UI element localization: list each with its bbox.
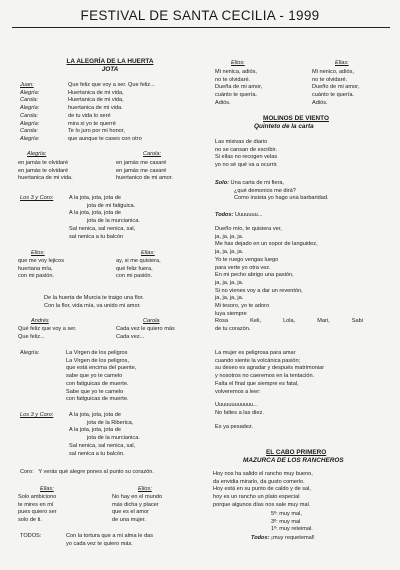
lyric-line: Cada vez le quiero más bbox=[116, 326, 175, 332]
name-sabi: Sabi bbox=[351, 318, 363, 325]
lyric-line: Hoy nos ha salido el rancho muy bueno, bbox=[213, 471, 313, 477]
duo-left-label: Alegría: bbox=[27, 151, 47, 157]
lyric-line: no te olvidaré. bbox=[312, 76, 348, 83]
lyric-line: de una mujer. bbox=[112, 517, 146, 524]
alegria-label: Alegría: bbox=[20, 350, 40, 356]
lyric-line: con fatiguicas de muerte. bbox=[66, 380, 129, 387]
lyric-line: en jamás me casaré bbox=[116, 160, 167, 166]
dialogue-line bbox=[20, 128, 155, 136]
lyric-line: ¡muy requetemal! bbox=[271, 535, 315, 541]
song-heading: LA ALEGRÍA DE LA HUERTA bbox=[66, 58, 154, 65]
speaker-label: Carola: bbox=[20, 97, 39, 104]
lyric-line: de tu vida lo seré bbox=[68, 112, 111, 119]
speaker-label: Alegría: bbox=[20, 120, 40, 127]
speaker-label: Juan: bbox=[20, 82, 34, 88]
lyric-line: volveremos a leer: bbox=[215, 388, 261, 395]
duo-left-label: Ellas: bbox=[40, 486, 54, 492]
lyric-line: y nosotros no caeremos en la tentación. bbox=[215, 373, 315, 380]
lyric-line: Que feliz que voy a ser. Que feliz... bbox=[68, 82, 155, 88]
duo-left-lines bbox=[215, 69, 262, 108]
lyric-line: no se cansan de escribir. bbox=[215, 146, 277, 153]
stanza bbox=[215, 226, 363, 334]
lyric-line: cuánto te quería. bbox=[215, 92, 257, 99]
lyric-line: A la jota, jota, jota de bbox=[69, 210, 121, 217]
lyric-line: ¿qué demonios me dirá? bbox=[234, 187, 296, 194]
lyric-line: que está encima del puente, bbox=[66, 365, 137, 372]
lyric-line: en jamás te olvidaré bbox=[18, 160, 69, 166]
lyric-line: su deseo es agradar y después matrimoniar bbox=[215, 365, 325, 372]
title-divider bbox=[12, 27, 390, 28]
lyric-line: A la jota, jota, jota de bbox=[69, 195, 121, 201]
lyric-line: Me has dejado en un sopor de languidez, bbox=[215, 241, 318, 248]
lyric-line: huertana mía, bbox=[18, 265, 53, 272]
lyric-line: mira si yo te querré bbox=[68, 120, 116, 127]
lyric-line: Con la tortura que a mi alma le das bbox=[66, 533, 154, 539]
lyric-line: Una carta de mi fiera, bbox=[230, 180, 285, 186]
dialogue-line bbox=[20, 113, 155, 121]
duo-left-label: Ellos: bbox=[31, 250, 45, 256]
lyric-line: en jamás me casaré bbox=[116, 167, 167, 174]
lyric-line: que aunque te cases con otro bbox=[68, 135, 142, 142]
lyric-line: Mi tesoro, yo te adoro bbox=[215, 303, 270, 310]
lyric-line: A la jota, jota, jota de bbox=[69, 427, 121, 434]
names-line bbox=[215, 318, 363, 326]
stanza bbox=[213, 471, 313, 510]
lyric-line: da envidia mirarlo, da gusto comerlo. bbox=[213, 478, 305, 485]
speaker-label: Alegría: bbox=[20, 105, 40, 112]
stanza bbox=[215, 350, 324, 396]
coro-label: Coro: bbox=[20, 469, 34, 475]
speaker-label: Alegría: bbox=[20, 89, 40, 96]
todos-line bbox=[251, 535, 315, 543]
duo-left-lines bbox=[18, 326, 76, 341]
duo-right-label: Carola: bbox=[143, 151, 162, 157]
lyric-line: con mi pasión. bbox=[18, 273, 55, 280]
duo-left-lines bbox=[18, 494, 57, 525]
name-lola: Lola, bbox=[283, 318, 296, 325]
lyric-line: Que feliz... bbox=[18, 333, 45, 340]
name-rosa: Rosa bbox=[215, 318, 229, 325]
chorus-label: Los 3 y Coro: bbox=[20, 412, 54, 418]
song-heading: EL CABO PRIMERO bbox=[266, 449, 327, 456]
name-keli: Keli, bbox=[250, 318, 262, 325]
dialogue-line bbox=[20, 121, 155, 129]
song-subheading: Quinteto de la carta bbox=[254, 123, 314, 130]
lyric-line: La mujer es peligrosa para amar bbox=[215, 350, 296, 356]
lyric-line: Falta el final que siempre es fatal, bbox=[215, 380, 299, 387]
lyric-line: de tu corazón. bbox=[215, 326, 251, 333]
lyric-line: La Virgen de los peligros bbox=[66, 350, 128, 356]
speaker-label: Carola: bbox=[20, 112, 39, 119]
lyric-line: Hoy está en su punto de caldo y de sal, bbox=[213, 486, 311, 493]
lyric-line: más dicha y placer bbox=[112, 501, 159, 508]
lyric-line: pues quiero ser bbox=[18, 509, 57, 516]
lyric-line: jota de la murcianica. bbox=[87, 218, 140, 225]
lyric-line: Qué feliz que voy a ser. bbox=[18, 326, 77, 332]
lyric-line: No faltes a las diez. bbox=[215, 409, 264, 416]
lyric-line: sal nenica a tu balcón. bbox=[69, 450, 125, 457]
duo-left-lines bbox=[18, 258, 64, 281]
lyric-line: ja, ja, ja, ja. bbox=[215, 279, 244, 286]
lyric-line: Las misivas de diario bbox=[215, 139, 268, 145]
lyric-line: Huertanica de mi vida, bbox=[68, 89, 124, 96]
duo-right-label: Ellas: bbox=[141, 250, 155, 256]
lyric-line: Dueño de mi amor, bbox=[312, 84, 360, 91]
name-mari: Mari, bbox=[317, 318, 330, 325]
rank-lines bbox=[271, 511, 313, 534]
lyric-line: ja, ja, ja, ja. bbox=[215, 233, 244, 240]
stanza bbox=[215, 139, 278, 170]
lyric-line: Si no vienes voy a dar un reventón, bbox=[215, 287, 303, 294]
lyric-line: Mi nenico, adiós, bbox=[312, 69, 354, 75]
lyric-line: cuánto te quería. bbox=[312, 92, 354, 99]
lyric-line: 1º: muy reteimal. bbox=[271, 526, 313, 533]
lyric-line: 5º: muy mal, bbox=[271, 511, 302, 517]
dialogue-line bbox=[20, 97, 155, 105]
duo-right-lines bbox=[116, 326, 175, 341]
lyric-line: No hay en el mundo bbox=[112, 494, 163, 500]
dialogue-block bbox=[20, 82, 155, 144]
lyric-line: Sal nenica, sal nenica, sal, bbox=[69, 225, 136, 232]
lyric-line: Uuuuuuuuuuuu... bbox=[215, 402, 258, 408]
lyric-line: Uuuuuuu... bbox=[235, 212, 263, 218]
duo-right-lines bbox=[116, 258, 161, 281]
duo-left-lines bbox=[18, 160, 73, 183]
lyric-line: Adiós. bbox=[215, 99, 231, 106]
lyric-line: jota de la Riberica, bbox=[87, 419, 134, 426]
lyric-line: Dueño mío, te quisiera ver, bbox=[215, 226, 282, 232]
duo-right-lines bbox=[312, 69, 359, 108]
duo-right-label: Ellos: bbox=[138, 486, 152, 492]
lyric-line: huertanica de mi vida. bbox=[18, 175, 73, 182]
lyric-line: qué feliz fuera, bbox=[116, 265, 153, 272]
lyric-line: A la jota, jota, jota de bbox=[69, 412, 121, 418]
lyric-line: ay, si me quisiera, bbox=[116, 258, 161, 264]
dialogue-line bbox=[20, 136, 155, 144]
lyric-line: solo de ti. bbox=[18, 517, 42, 524]
todos-label: TODOS: bbox=[20, 533, 42, 539]
todos-lines bbox=[66, 533, 153, 548]
chorus-lines bbox=[69, 195, 140, 241]
lyric-line: En mi pecho abrigo una pasión, bbox=[215, 272, 294, 279]
lyric-line: te mires en mí bbox=[18, 501, 54, 508]
lyric-line: Es ya pesadez. bbox=[215, 424, 254, 430]
lyric-line: Mi nenica, adiós, bbox=[215, 69, 257, 75]
todos-line bbox=[215, 212, 262, 220]
duo-right-label: Ellas: bbox=[335, 60, 349, 66]
lyric-line: ja, ja, ja, ja. bbox=[215, 249, 244, 256]
lyric-line: Cada vez... bbox=[116, 333, 145, 340]
lyric-line: ja, ja, ja, ja. bbox=[215, 295, 244, 302]
lyric-line: huertanico de mi amor. bbox=[116, 175, 173, 182]
lyric-line: cuando siente la volcánica pasión; bbox=[215, 357, 301, 364]
duo-right-label: Carola bbox=[143, 318, 160, 324]
lyric-line: Yo te ruego vengas luego bbox=[215, 256, 279, 263]
duo-left-label: Ellos: bbox=[231, 60, 245, 66]
page-title: FESTIVAL DE SANTA CECILIA - 1999 bbox=[80, 8, 320, 23]
lyric-line: Con la flor, vida mía, va unido mi amor. bbox=[44, 302, 141, 309]
lyric-line: Dueña de mi amor, bbox=[215, 84, 263, 91]
lyric-line: Sabe que yo te camelo bbox=[66, 388, 124, 395]
song-subheading: JOTA bbox=[101, 66, 119, 73]
lyric-line: yo cada vez te quiero más. bbox=[66, 540, 133, 547]
lyric-line: La Virgen de los peligros, bbox=[66, 357, 130, 364]
lyric-line: jota de mi fatiguica. bbox=[87, 202, 136, 209]
song-subheading: MAZURCA DE LOS RANCHEROS bbox=[243, 457, 344, 464]
solo-label: Solo: bbox=[215, 180, 229, 186]
lyric-line: jota de la murcianica. bbox=[87, 435, 140, 442]
song-heading: MOLINOS DE VIENTO bbox=[263, 115, 329, 122]
lyric-line: Sal nenica, sal nenica, sal, bbox=[69, 442, 136, 449]
lyric-line: Huertanica de mi vida, bbox=[68, 97, 124, 104]
lyric-line: con mi pasión. bbox=[116, 273, 153, 280]
lyric-line: Solo ambiciono bbox=[18, 494, 57, 500]
lyric-line: De la huerta de Murcia te traigo una flor. bbox=[44, 295, 144, 301]
solo-block bbox=[215, 180, 329, 203]
dialogue-line bbox=[20, 90, 155, 98]
dialogue-line bbox=[20, 82, 155, 90]
lyric-line: Te lo juro por mi honor, bbox=[68, 128, 125, 135]
lyric-line: Adiós. bbox=[312, 99, 328, 106]
lyric-line: para verte yo otra vez. bbox=[215, 264, 271, 271]
lyric-line: luya siempre bbox=[215, 310, 247, 317]
coro-line bbox=[20, 469, 154, 477]
lyric-line: no te olvidaré. bbox=[215, 76, 251, 83]
alegria-lines bbox=[66, 350, 136, 404]
speaker-label: Carola: bbox=[20, 128, 39, 135]
lyric-line: sabe que yo te camelo bbox=[66, 373, 123, 380]
lyric-line: huertanica de mi vida. bbox=[68, 105, 123, 112]
lyric-line: 3º: muy mal bbox=[271, 518, 301, 525]
chorus-lines bbox=[69, 412, 140, 458]
lyric-line: Si ellas no recogen velas bbox=[215, 154, 278, 161]
lyric-line: que es el amor bbox=[112, 509, 150, 516]
todos-label: Todos: bbox=[215, 212, 234, 218]
duo-left-label: Andrés bbox=[31, 318, 49, 324]
speaker-label: Alegría: bbox=[20, 135, 40, 142]
interlude bbox=[44, 295, 144, 310]
lyric-line: sal nenica a tu balcón bbox=[69, 233, 124, 240]
lyric-line: porque algunos días nos sale muy mal. bbox=[213, 501, 311, 508]
dialogue-line bbox=[20, 105, 155, 113]
lyric-line: yo no sé qué va a ocurrir. bbox=[215, 162, 278, 169]
duo-right-lines bbox=[116, 160, 173, 183]
lyric-line: hoy es un rancho un plato especial bbox=[213, 494, 300, 501]
chorus-label: Los 3 y Coro: bbox=[20, 195, 54, 201]
duo-right-lines bbox=[112, 494, 162, 525]
lyric-line: con fatiguicas de muerte. bbox=[66, 396, 129, 403]
lyric-line: Como insista yo hago una barbaridad. bbox=[234, 195, 329, 202]
todos-label: Todos: bbox=[251, 535, 270, 541]
lyric-line: que me voy lejicos bbox=[18, 258, 65, 264]
lyric-line: Y verás qué alegre pones al punto su corazón. bbox=[38, 469, 154, 475]
lyric-line: en jamás te olvidaré bbox=[18, 167, 69, 174]
stanza bbox=[215, 402, 264, 417]
